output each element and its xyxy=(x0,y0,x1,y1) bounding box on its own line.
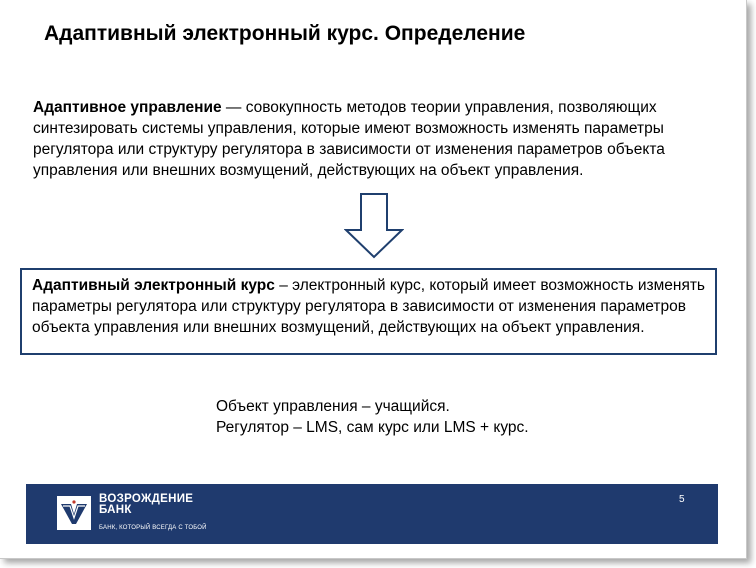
bank-name-line2: БАНК xyxy=(99,504,132,516)
regulator-note: Регулятор – LMS, сам курс или LMS + курс. xyxy=(216,419,529,436)
adaptive-control-text: — совокупность методов теории управления, позволяющих синтезировать системы управления, которые имеют возможность изменять параметры регулятора или структуру регулятора в зависимости от изменения параметров объекта управления или внешних возмущений, действующих на объект управления. xyxy=(33,99,665,179)
adaptive-control-definition xyxy=(33,97,723,181)
bank-name xyxy=(99,494,193,516)
bank-slogan: БАНК, КОТОРЫЙ ВСЕГДА С ТОБОЙ xyxy=(99,525,207,531)
adaptive-course-definition-box xyxy=(20,268,717,355)
adaptive-course-term: Адаптивный электронный курс xyxy=(32,277,275,294)
bank-name-line1: ВОЗРОЖДЕНИЕ xyxy=(99,493,194,505)
adaptive-course-text: – электронный курс, который имеет возможность изменять параметры регулятора или структуру регулятора в зависимости от изменения параметров объекта управления или внешних возмущений, действующих на объект управления. xyxy=(32,277,706,336)
notes xyxy=(216,396,529,438)
down-arrow-icon xyxy=(344,193,404,259)
adaptive-control-term: Адаптивное управление xyxy=(33,99,222,116)
control-object-note: Объект управления – учащийся. xyxy=(216,398,450,415)
bank-logo-icon xyxy=(57,496,91,530)
page-title: Адаптивный электронный курс. Определение xyxy=(44,22,526,45)
page-number: 5 xyxy=(679,494,685,505)
footer-bar xyxy=(26,484,718,544)
